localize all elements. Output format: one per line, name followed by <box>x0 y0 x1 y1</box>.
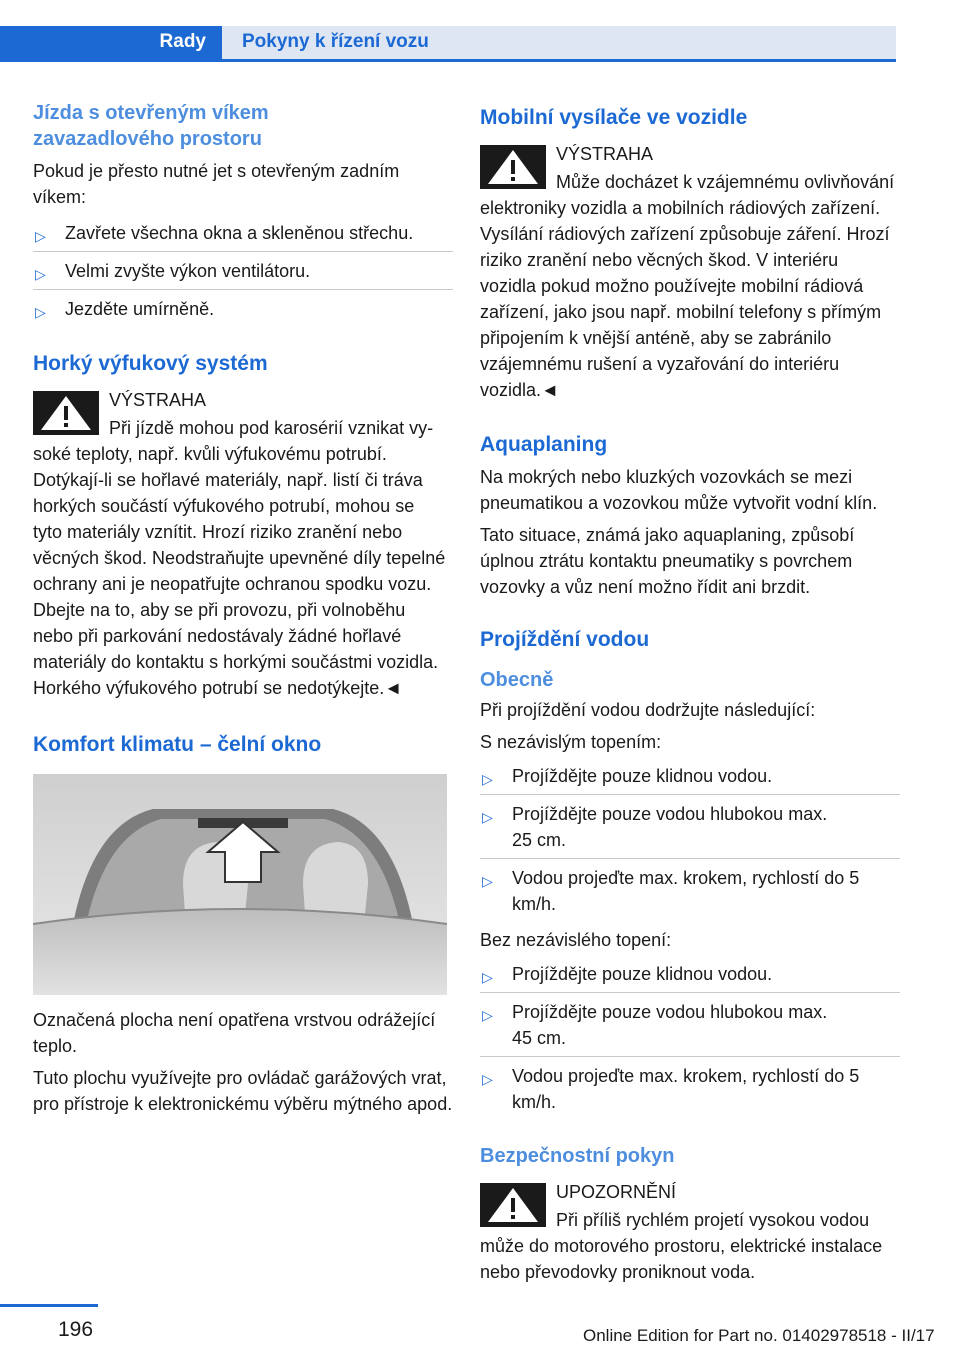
list-item <box>480 795 900 859</box>
climate-caption-2: Tuto plochu využívejte pro ovládač garážových vrat, pro přístroje k elektronickému výběru mýtného apod. <box>33 1068 453 1114</box>
list-item <box>480 955 900 993</box>
list-item <box>33 290 453 328</box>
list-item-text: Projíždějte pouze vodou hlubokou max. 45 cm. <box>512 1002 828 1048</box>
warning-triangle-icon <box>33 391 109 437</box>
list-item-text: Velmi zvyšte výkon ventilátoru. <box>65 261 311 281</box>
list-item <box>33 214 453 252</box>
warning-text: Při jízdě mohou pod karosérií vznikat vysoké teploty, např. kvůli výfukovému potrubí. Dotýkají-li se hořlavé materiály, např. listí či tráva horkých součástí výfukového potrubí, mohou se tyto materiály vznítit. Hrozí riziko zranění nebo věcných škod. Neodstraňujte upevněné díly tepelné ochrany ani je neopatřujte ochranou spodku vozu. Dbejte na to, aby se při provozu, při volnoběhu nebo při parkování nedostávaly žádné hořlavé materiály do kontaktu s horkými součástmi vozidla. Horkého výfukového potrubí se nedotýkejte.◄ <box>33 418 446 698</box>
mobile-heading: Mobilní vysílače ve vozidle <box>480 106 748 129</box>
warning-label: VÝSTRAHA <box>556 144 654 164</box>
mobile-warning <box>480 141 896 403</box>
footer-rule <box>0 1304 98 1307</box>
edition-label: Online Edition for Part no. 01402978518 - II/17 <box>583 1326 935 1345</box>
page-number: 196 <box>58 1318 94 1341</box>
triangle-bullet-icon: ▷ <box>482 1007 493 1023</box>
water-heading: Projíždění vodou <box>480 628 650 651</box>
exhaust-warning <box>33 387 447 701</box>
page-header <box>0 0 960 62</box>
list-item-text: Zavřete všechna okna a skleněnou střechu. <box>65 223 414 243</box>
trunk-list <box>33 214 453 328</box>
triangle-bullet-icon: ▷ <box>482 1071 493 1087</box>
triangle-bullet-icon: ▷ <box>482 969 493 985</box>
aquaplaning-p2: Tato situace, známá jako aquaplaning, způsobí úplnou ztrátu kontaktu pneumatiky s povrchem vozovky a vůz není možno řídit ani brzdit. <box>480 525 855 597</box>
header-section-tab <box>0 26 222 62</box>
warning-triangle-icon <box>480 1183 556 1229</box>
climate-heading: Komfort klimatu – čelní okno <box>33 733 322 756</box>
list-item <box>480 1057 900 1121</box>
header-chapter-label: Pokyny k řízení vozu <box>242 31 429 52</box>
exhaust-heading: Horký výfukový systém <box>33 352 268 375</box>
right-column <box>480 100 900 1285</box>
warning-text: Může docházet k vzájemnému ovlivňování elektroniky vozidla a mobilních rádiových zařízení. Vysílání rádiových zařízení způsobuje záření. Hrozí riziko zranění nebo věcných škod. V interiéru vozidla pokud možno používejte mobilní rádiová zařízení, jako jsou např. mobilní telefony s přímým připojením k vnější anténě, aby se zabránilo vzájemnému rušení a vyzařování do interiéru vozidla.◄ <box>480 172 895 400</box>
triangle-bullet-icon: ▷ <box>482 771 493 787</box>
safety-heading: Bezpečnostní pokyn <box>480 1145 675 1167</box>
list-item <box>480 859 900 923</box>
triangle-bullet-icon: ▷ <box>35 304 46 320</box>
list-item <box>480 757 900 795</box>
windshield-photo <box>33 774 447 995</box>
list-item-text: Projíždějte pouze vodou hlubokou max. 25 cm. <box>512 804 828 850</box>
triangle-bullet-icon: ▷ <box>482 873 493 889</box>
without-heater-label: Bez nezávislého topení: <box>480 930 672 950</box>
list-item <box>33 252 453 290</box>
water-intro: Při projíždění vodou dodržujte následující: <box>480 700 816 720</box>
triangle-bullet-icon: ▷ <box>35 266 46 282</box>
warning-triangle-icon <box>480 145 556 191</box>
triangle-bullet-icon: ▷ <box>35 228 46 244</box>
list-item-text: Projíždějte pouze klidnou vodou. <box>512 766 773 786</box>
safety-notice <box>480 1179 892 1285</box>
triangle-bullet-icon: ▷ <box>482 809 493 825</box>
notice-text: Při příliš rychlém projetí vysokou vodou může do motorového prostoru, elektrické instalace nebo převodovky proniknout voda. <box>480 1210 883 1282</box>
without-heater-list <box>480 955 900 1121</box>
list-item <box>480 993 900 1057</box>
list-item-text: Vodou projeďte max. krokem, rychlostí do 5 km/h. <box>512 868 860 914</box>
left-column <box>33 100 453 1117</box>
list-item-text: Projíždějte pouze klidnou vodou. <box>512 964 773 984</box>
aquaplaning-heading: Aquaplaning <box>480 433 608 456</box>
trunk-heading: Jízda s otevřeným víkem zavazadlového prostoru <box>33 102 269 150</box>
header-section-label: Rady <box>159 31 206 52</box>
notice-label: UPOZORNĚNÍ <box>556 1182 677 1202</box>
aquaplaning-p1: Na mokrých nebo kluzkých vozovkách se mezi pneumatikou a vozovkou může vytvořit vodní klín. <box>480 467 878 513</box>
list-item-text: Jezděte umírněně. <box>65 299 215 319</box>
list-item-text: Vodou projeďte max. krokem, rychlostí do 5 km/h. <box>512 1066 860 1112</box>
water-subheading: Obecně <box>480 669 554 691</box>
with-heater-list <box>480 757 900 923</box>
climate-caption-1: Označená plocha není opatřena vrstvou odrážející teplo. <box>33 1010 436 1056</box>
trunk-intro: Pokud je přesto nutné jet s otevřeným zadním víkem: <box>33 161 400 207</box>
with-heater-label: S nezávislým topením: <box>480 732 662 752</box>
warning-label: VÝSTRAHA <box>109 390 207 410</box>
